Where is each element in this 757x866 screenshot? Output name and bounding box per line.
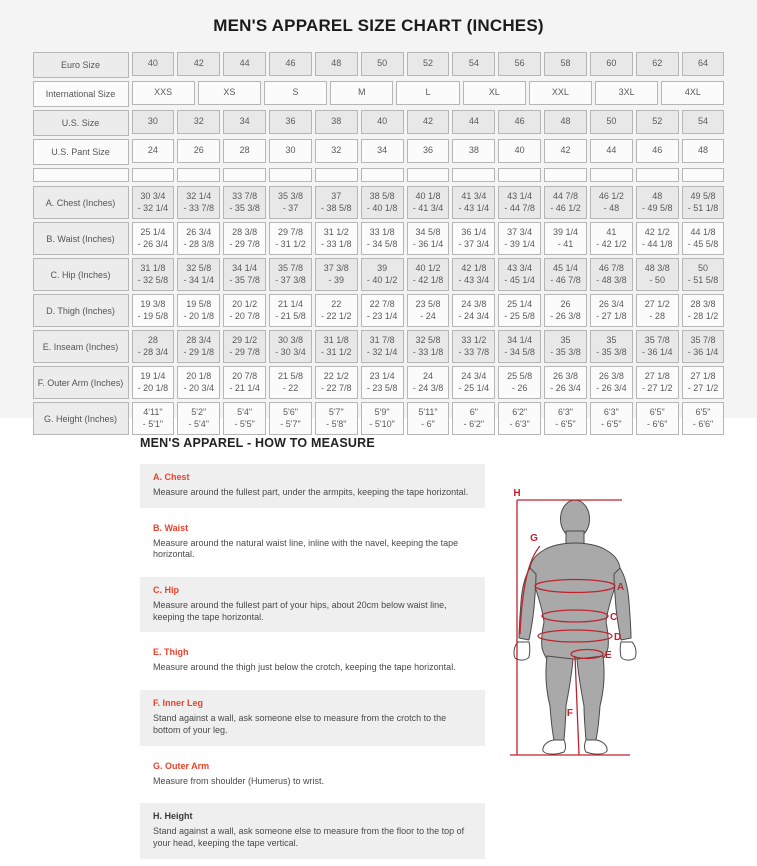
size-value-cell: 42 bbox=[177, 52, 220, 76]
measurement-range-cell: 5'6" - 5'7" bbox=[269, 402, 312, 435]
measurement-range-cell: 48 - 49 5/8 bbox=[636, 186, 679, 219]
measurement-range-cell: 26 3/4 - 27 1/8 bbox=[590, 294, 633, 327]
size-value-cell: 42 bbox=[407, 110, 450, 134]
size-value-cell: 30 bbox=[132, 110, 175, 134]
page-title: MEN'S APPAREL SIZE CHART (INCHES) bbox=[213, 16, 544, 35]
diagram-label-chest: A bbox=[617, 582, 625, 593]
size-value-cell: 62 bbox=[636, 52, 679, 76]
size-value-cell: 44 bbox=[223, 52, 266, 76]
figure-right-foot bbox=[585, 740, 608, 754]
measurement-range-cell: 34 1/4 - 34 5/8 bbox=[498, 330, 541, 363]
measurement-range-cell: 28 - 28 3/4 bbox=[132, 330, 175, 363]
measurement-range-cell: 27 1/2 - 28 bbox=[636, 294, 679, 327]
size-value-cell: 44 bbox=[452, 110, 495, 134]
size-input-cell[interactable] bbox=[407, 168, 450, 182]
measurement-range-cell: 6'3" - 6'5" bbox=[544, 402, 587, 435]
size-value-cell: 32 bbox=[315, 139, 358, 163]
measurement-range-cell: 27 1/8 - 27 1/2 bbox=[682, 366, 725, 399]
measure-section bbox=[140, 690, 485, 745]
measurement-range-cell: 19 5/8 - 20 1/8 bbox=[177, 294, 220, 327]
size-value-cell: 3XL bbox=[595, 81, 658, 105]
measurement-range-cell: 26 3/8 - 26 3/4 bbox=[590, 366, 633, 399]
measurement-range-cell: 5'7" - 5'8" bbox=[315, 402, 358, 435]
size-value-cell: 4XL bbox=[661, 81, 724, 105]
measurement-row bbox=[33, 186, 725, 219]
row-label-blank bbox=[33, 168, 129, 182]
measurement-range-cell: 39 - 40 1/2 bbox=[361, 258, 404, 291]
measure-section-heading: H. Height bbox=[153, 811, 193, 822]
measurement-range-cell: 22 7/8 - 23 1/4 bbox=[361, 294, 404, 327]
body-measurement-diagram bbox=[500, 464, 675, 773]
measurement-range-cell: 24 - 24 3/8 bbox=[407, 366, 450, 399]
size-value-cell: 36 bbox=[269, 110, 312, 134]
size-input-row bbox=[33, 168, 725, 183]
measurement-row bbox=[33, 402, 725, 435]
measurement-range-cell: 25 1/4 - 25 5/8 bbox=[498, 294, 541, 327]
size-value-cell: 54 bbox=[682, 110, 725, 134]
measurement-range-cell: 5'4" - 5'5" bbox=[223, 402, 266, 435]
measurement-range-cell: 32 1/4 - 33 7/8 bbox=[177, 186, 220, 219]
measure-section bbox=[140, 753, 485, 797]
size-chart-table bbox=[33, 52, 725, 435]
measurement-range-cell: 33 1/2 - 33 7/8 bbox=[452, 330, 495, 363]
size-header-row bbox=[33, 52, 725, 78]
figure-right-arm bbox=[614, 568, 631, 640]
measurement-range-cell: 44 1/8 - 45 5/8 bbox=[682, 222, 725, 255]
row-label: A. Chest (Inches) bbox=[33, 186, 129, 219]
size-input-cell[interactable] bbox=[590, 168, 633, 182]
measurement-range-cell: 5'9" - 5'10" bbox=[361, 402, 404, 435]
figure-right-hand bbox=[620, 642, 636, 660]
measure-section bbox=[140, 577, 485, 632]
row-label: International Size bbox=[33, 81, 129, 107]
measurement-range-cell: 6" - 6'2" bbox=[452, 402, 495, 435]
size-value-cell: XS bbox=[198, 81, 261, 105]
size-value-cell: M bbox=[330, 81, 393, 105]
measurement-range-cell: 6'2" - 6'3" bbox=[498, 402, 541, 435]
measurement-range-cell: 40 1/2 - 42 1/8 bbox=[407, 258, 450, 291]
size-value-cell: 40 bbox=[498, 139, 541, 163]
measurement-range-cell: 26 3/8 - 26 3/4 bbox=[544, 366, 587, 399]
size-value-cell: 46 bbox=[636, 139, 679, 163]
measurement-range-cell: 6'5" - 6'6" bbox=[682, 402, 725, 435]
size-value-cell: 52 bbox=[636, 110, 679, 134]
diagram-label-inner-leg: F bbox=[566, 708, 573, 719]
size-value-cell: 30 bbox=[269, 139, 312, 163]
size-value-cell: 50 bbox=[361, 52, 404, 76]
measure-instructions-list bbox=[140, 464, 485, 866]
row-label: Euro Size bbox=[33, 52, 129, 78]
measurement-range-cell: 37 3/8 - 39 bbox=[315, 258, 358, 291]
size-value-cell: XXL bbox=[529, 81, 592, 105]
measurement-range-cell: 43 3/4 - 45 1/4 bbox=[498, 258, 541, 291]
size-value-cell: 38 bbox=[452, 139, 495, 163]
measurement-range-cell: 35 7/8 - 36 1/4 bbox=[636, 330, 679, 363]
measurement-row bbox=[33, 366, 725, 399]
how-to-measure-title: MEN'S APPAREL - HOW TO MEASURE bbox=[140, 436, 375, 450]
size-value-cell: S bbox=[264, 81, 327, 105]
measurement-range-cell: 39 1/4 - 41 bbox=[544, 222, 587, 255]
size-value-cell: 40 bbox=[132, 52, 175, 76]
measurement-range-cell: 31 1/8 - 31 1/2 bbox=[315, 330, 358, 363]
diagram-label-thigh: E bbox=[605, 650, 612, 661]
measurement-range-cell: 5'2" - 5'4" bbox=[177, 402, 220, 435]
size-value-cell: 28 bbox=[223, 139, 266, 163]
measurement-range-cell: 38 5/8 - 40 1/8 bbox=[361, 186, 404, 219]
measurement-range-cell: 5'11" - 6" bbox=[407, 402, 450, 435]
size-input-cell[interactable] bbox=[177, 168, 220, 182]
figure-torso bbox=[530, 543, 620, 664]
measurement-range-cell: 42 1/2 - 44 1/8 bbox=[636, 222, 679, 255]
measurement-range-cell: 29 1/2 - 29 7/8 bbox=[223, 330, 266, 363]
size-input-cell[interactable] bbox=[132, 168, 175, 182]
measure-section bbox=[140, 639, 485, 683]
size-input-cell[interactable] bbox=[636, 168, 679, 182]
measurement-range-cell: 20 1/8 - 20 3/4 bbox=[177, 366, 220, 399]
size-value-cell: 36 bbox=[407, 139, 450, 163]
row-label: B. Waist (Inches) bbox=[33, 222, 129, 255]
size-input-cell[interactable] bbox=[682, 168, 725, 182]
measure-section-text: Measure around the fullest part of your hips, about 20cm below waist line, keeping the tape horizontal. bbox=[153, 600, 447, 622]
measure-section bbox=[140, 464, 485, 508]
measurement-range-cell: 35 - 35 3/8 bbox=[590, 330, 633, 363]
measurement-range-cell: 31 7/8 - 32 1/4 bbox=[361, 330, 404, 363]
measurement-range-cell: 37 3/4 - 39 1/4 bbox=[498, 222, 541, 255]
diagram-label-height: H bbox=[513, 488, 521, 499]
measurement-range-cell: 41 3/4 - 43 1/4 bbox=[452, 186, 495, 219]
measurement-range-cell: 26 - 26 3/8 bbox=[544, 294, 587, 327]
size-value-cell: 52 bbox=[407, 52, 450, 76]
measurement-range-cell: 35 3/8 - 37 bbox=[269, 186, 312, 219]
how-to-measure-section bbox=[0, 418, 757, 866]
measurement-range-cell: 21 1/4 - 21 5/8 bbox=[269, 294, 312, 327]
size-value-cell: 60 bbox=[590, 52, 633, 76]
size-value-cell: 48 bbox=[315, 52, 358, 76]
measurement-range-cell: 37 - 38 5/8 bbox=[315, 186, 358, 219]
measurement-range-cell: 26 3/4 - 28 3/8 bbox=[177, 222, 220, 255]
diagram-label-hip: D bbox=[614, 632, 622, 643]
measurement-range-cell: 20 7/8 - 21 1/4 bbox=[223, 366, 266, 399]
measurement-range-cell: 32 5/8 - 33 1/8 bbox=[407, 330, 450, 363]
body-figure-svg bbox=[500, 468, 675, 768]
size-input-cell[interactable] bbox=[498, 168, 541, 182]
measure-section-heading: F. Inner Leg bbox=[153, 698, 204, 709]
measure-section-text: Measure around the fullest part, under the armpits, keeping the tape horizontal. bbox=[153, 487, 469, 497]
measurement-range-cell: 35 - 35 3/8 bbox=[544, 330, 587, 363]
size-input-cell[interactable] bbox=[269, 168, 312, 182]
diagram-label-waist: C bbox=[610, 612, 618, 623]
size-header-row bbox=[33, 139, 725, 165]
size-value-cell: XXS bbox=[132, 81, 195, 105]
measurement-range-cell: 29 7/8 - 31 1/2 bbox=[269, 222, 312, 255]
measurement-range-cell: 22 - 22 1/2 bbox=[315, 294, 358, 327]
measurement-range-cell: 25 1/4 - 26 3/4 bbox=[132, 222, 175, 255]
size-input-cell[interactable] bbox=[315, 168, 358, 182]
measurement-range-cell: 6'3" - 6'5" bbox=[590, 402, 633, 435]
measurement-row bbox=[33, 222, 725, 255]
size-value-cell: 34 bbox=[223, 110, 266, 134]
measure-section-heading: A. Chest bbox=[153, 472, 190, 482]
measurement-range-cell: 46 1/2 - 48 bbox=[590, 186, 633, 219]
row-label: E. Inseam (Inches) bbox=[33, 330, 129, 363]
measurement-range-cell: 33 1/8 - 34 5/8 bbox=[361, 222, 404, 255]
size-value-cell: 26 bbox=[177, 139, 220, 163]
measurement-range-cell: 24 3/8 - 24 3/4 bbox=[452, 294, 495, 327]
measurement-range-cell: 48 3/8 - 50 bbox=[636, 258, 679, 291]
measurement-range-cell: 40 1/8 - 41 3/4 bbox=[407, 186, 450, 219]
measurement-range-cell: 31 1/8 - 32 5/8 bbox=[132, 258, 175, 291]
measurement-row bbox=[33, 294, 725, 327]
measure-section-text: Stand against a wall, ask someone else to measure from the crotch to the bottom of your leg. bbox=[153, 713, 447, 735]
measure-section-heading: G. Outer Arm bbox=[153, 760, 210, 771]
measurement-range-cell: 34 5/8 - 36 1/4 bbox=[407, 222, 450, 255]
measurement-range-cell: 4'11" - 5'1" bbox=[132, 402, 175, 435]
row-label: G. Height (Inches) bbox=[33, 402, 129, 435]
size-value-cell: 48 bbox=[544, 110, 587, 134]
measure-section-text: Measure around the thigh just below the crotch, keeping the tape horizontal. bbox=[153, 662, 456, 673]
measurement-range-cell: 41 - 42 1/2 bbox=[590, 222, 633, 255]
measurement-range-cell: 45 1/4 - 46 7/8 bbox=[544, 258, 587, 291]
measurement-range-cell: 22 1/2 - 22 7/8 bbox=[315, 366, 358, 399]
measurement-range-cell: 35 7/8 - 36 1/4 bbox=[682, 330, 725, 363]
measurement-range-cell: 49 5/8 - 51 1/8 bbox=[682, 186, 725, 219]
measurement-range-cell: 28 3/8 - 28 1/2 bbox=[682, 294, 725, 327]
measurement-row bbox=[33, 330, 725, 363]
measure-section-text: Stand against a wall, ask someone else to measure from the floor to the top of your head, keeping the tape vertical. bbox=[153, 826, 465, 848]
measurement-range-cell: 28 3/4 - 29 1/8 bbox=[177, 330, 220, 363]
size-value-cell: 54 bbox=[452, 52, 495, 76]
size-input-cell[interactable] bbox=[223, 168, 266, 182]
size-value-cell: 58 bbox=[544, 52, 587, 76]
size-value-cell: 42 bbox=[544, 139, 587, 163]
measure-section-heading: E. Thigh bbox=[153, 647, 189, 658]
measurement-range-cell: 32 5/8 - 34 1/4 bbox=[177, 258, 220, 291]
size-input-cell[interactable] bbox=[452, 168, 495, 182]
size-header-row bbox=[33, 81, 725, 107]
measurement-range-cell: 50 - 51 5/8 bbox=[682, 258, 725, 291]
row-label: U.S. Pant Size bbox=[33, 139, 129, 165]
size-header-row bbox=[33, 110, 725, 136]
size-value-cell: 38 bbox=[315, 110, 358, 134]
measurement-range-cell: 36 1/4 - 37 3/4 bbox=[452, 222, 495, 255]
size-value-cell: L bbox=[396, 81, 459, 105]
size-value-cell: 34 bbox=[361, 139, 404, 163]
size-value-cell: 46 bbox=[269, 52, 312, 76]
measurement-range-cell: 19 3/8 - 19 5/8 bbox=[132, 294, 175, 327]
measurement-range-cell: 19 1/4 - 20 1/8 bbox=[132, 366, 175, 399]
measurement-range-cell: 34 1/4 - 35 7/8 bbox=[223, 258, 266, 291]
row-label: D. Thigh (Inches) bbox=[33, 294, 129, 327]
size-value-cell: 44 bbox=[590, 139, 633, 163]
measure-section bbox=[140, 803, 485, 858]
measurement-range-cell: 46 7/8 - 48 3/8 bbox=[590, 258, 633, 291]
measurement-range-cell: 30 3/8 - 30 3/4 bbox=[269, 330, 312, 363]
size-value-cell: 50 bbox=[590, 110, 633, 134]
row-label: C. Hip (Inches) bbox=[33, 258, 129, 291]
measure-section-heading: C. Hip bbox=[153, 585, 179, 596]
size-value-cell: XL bbox=[463, 81, 526, 105]
size-value-cell: 40 bbox=[361, 110, 404, 134]
figure-left-arm bbox=[519, 568, 536, 640]
measurement-range-cell: 23 1/4 - 23 5/8 bbox=[361, 366, 404, 399]
measurement-range-cell: 23 5/8 - 24 bbox=[407, 294, 450, 327]
size-chart-section bbox=[0, 0, 757, 429]
measure-section-text: Measure from shoulder (Humerus) to wrist. bbox=[153, 775, 325, 786]
size-input-cell[interactable] bbox=[544, 168, 587, 182]
measurement-range-cell: 6'5" - 6'6" bbox=[636, 402, 679, 435]
measurement-range-cell: 42 1/8 - 43 3/4 bbox=[452, 258, 495, 291]
measure-section-text: Measure around the natural waist line, inline with the navel, keeping the tape horizontal. bbox=[153, 537, 459, 560]
measurement-range-cell: 24 3/4 - 25 1/4 bbox=[452, 366, 495, 399]
size-input-cell[interactable] bbox=[361, 168, 404, 182]
size-value-cell: 46 bbox=[498, 110, 541, 134]
size-value-cell: 56 bbox=[498, 52, 541, 76]
diagram-label-outer-arm: G bbox=[530, 533, 538, 544]
measurement-range-cell: 28 3/8 - 29 7/8 bbox=[223, 222, 266, 255]
figure-left-foot bbox=[543, 740, 566, 754]
size-value-cell: 64 bbox=[682, 52, 725, 76]
measurement-range-cell: 20 1/2 - 20 7/8 bbox=[223, 294, 266, 327]
measure-section bbox=[140, 515, 485, 570]
measurement-range-cell: 33 7/8 - 35 3/8 bbox=[223, 186, 266, 219]
row-label: U.S. Size bbox=[33, 110, 129, 136]
measurement-range-cell: 30 3/4 - 32 1/4 bbox=[132, 186, 175, 219]
figure-left-leg bbox=[546, 656, 573, 740]
measurement-range-cell: 43 1/4 - 44 7/8 bbox=[498, 186, 541, 219]
measure-section-heading: B. Waist bbox=[153, 522, 189, 533]
size-value-cell: 48 bbox=[682, 139, 725, 163]
measurement-range-cell: 25 5/8 - 26 bbox=[498, 366, 541, 399]
measurement-range-cell: 27 1/8 - 27 1/2 bbox=[636, 366, 679, 399]
measurement-range-cell: 21 5/8 - 22 bbox=[269, 366, 312, 399]
measurement-range-cell: 31 1/2 - 33 1/8 bbox=[315, 222, 358, 255]
figure-right-leg bbox=[577, 656, 604, 740]
measurement-row bbox=[33, 258, 725, 291]
row-label: F. Outer Arm (Inches) bbox=[33, 366, 129, 399]
measurement-range-cell: 35 7/8 - 37 3/8 bbox=[269, 258, 312, 291]
size-value-cell: 24 bbox=[132, 139, 175, 163]
measurement-range-cell: 44 7/8 - 46 1/2 bbox=[544, 186, 587, 219]
size-value-cell: 32 bbox=[177, 110, 220, 134]
